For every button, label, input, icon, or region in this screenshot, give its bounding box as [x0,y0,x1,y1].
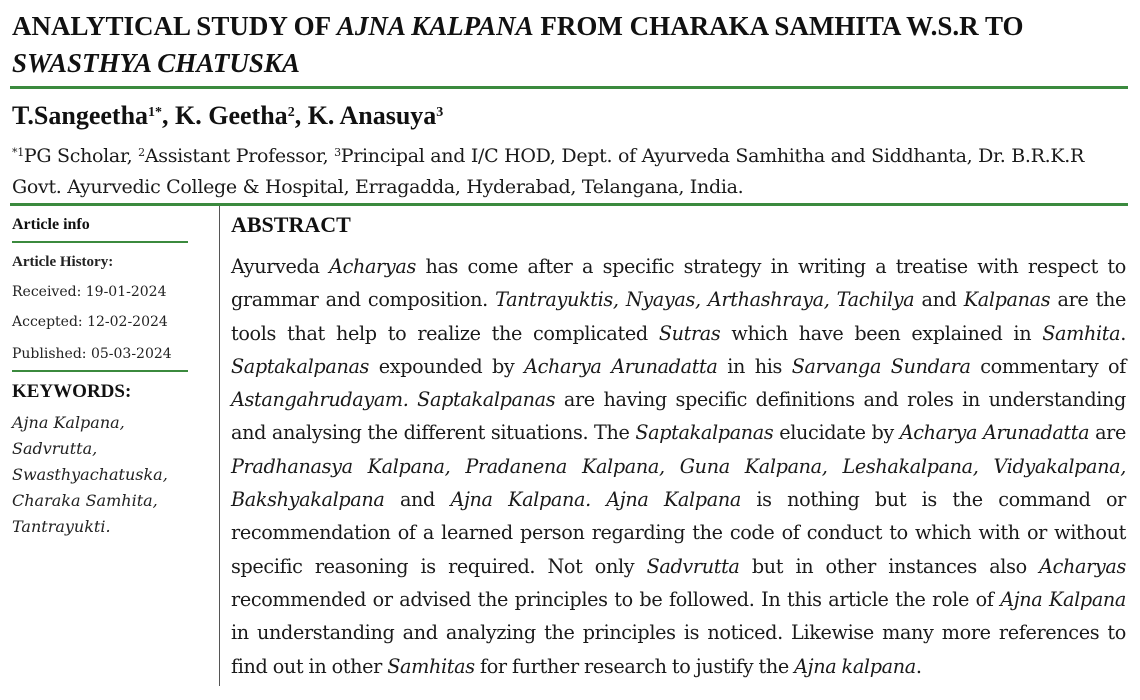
abstract-italic-term: Tantrayuktis, Nyayas, Arthashraya, Tachilya [495,288,915,312]
abstract-italic-term: Acharyas [1039,554,1126,578]
abstract-italic-term: Saptakalpanas [635,421,774,445]
abstract-italic-term: Saptakalpanas [231,354,370,378]
keyword: Sadvrutta, [12,439,98,458]
abstract-text-run: for further research to justify the [474,654,795,678]
abstract-italic-term: Sutras [658,321,721,345]
affiliation-role: Principal and I/C HOD, Dept. of Ayurveda Samhitha and Siddhanta, Dr. B.R.K.R Govt. Ayurvedic College & Hospital, Erragadda, Hyderabad, Telangana, India. [12,145,1085,198]
affiliation-mark: *1 [12,146,24,159]
abstract-italic-term: Samhitas [387,654,475,678]
affiliation-role: PG Scholar, [23,145,139,167]
abstract-text-run: and [914,288,964,312]
affiliation-role: Assistant Professor, [144,145,335,167]
abstract-italic-term: Acharya Arunadatta [899,421,1090,445]
abstract-text-run: commentary of [970,354,1126,378]
affiliation-mark: 2 [138,146,145,159]
author-list [12,97,443,132]
abstract-text-run: are [1089,421,1127,445]
title-part-2: FROM CHARAKA SAMHITA W.S.R TO [533,11,1024,41]
author-separator: , [162,101,176,130]
keyword: Ajna Kalpana, [12,413,125,432]
abstract-text-run: which have been explained in [720,321,1043,345]
published-date: Published: 05-03-2024 [12,346,172,362]
title-italic-1: AJNA KALPANA [336,11,534,41]
abstract-text-run: but in other instances also [739,554,1040,578]
abstract-text [231,250,1126,683]
keyword: Charaka Samhita, [12,491,158,510]
affiliation [12,137,1130,203]
author-name: T.Sangeetha [12,101,149,130]
keyword: Swasthyachatuska, [12,465,168,484]
author-mark: 1* [148,105,163,120]
abstract-italic-term: Sarvanga Sundara [791,354,971,378]
received-date: Received: 19-01-2024 [12,284,167,300]
history-divider [12,370,188,372]
abstract-text-run: has come after a specific strategy in writing a treatise with respect to grammar and composition. [231,255,1126,312]
abstract-text-run: Ayurveda [231,255,330,278]
abstract-italic-term: Kalpanas [963,288,1051,312]
keyword-list [12,410,188,540]
abstract-italic-term: Ajna Kalpana. Ajna Kalpana [450,488,741,512]
abstract-text-run: and [384,488,451,512]
keywords-heading: KEYWORDS: [12,381,132,402]
abstract-italic-term: Ajna kalpana [794,654,916,678]
abstract-text-run: . [1120,321,1126,345]
abstract-text-run: . [915,654,922,678]
article-info-divider [12,241,188,243]
abstract-italic-term: Sadvrutta [646,554,740,578]
author-name: K. Geetha [175,101,288,130]
abstract-text-run: is nothing but is the command or recommendation of a learned person regarding the code of conduct to which with or without specific reasoning is required. Not only [231,488,1126,578]
abstract-italic-term: Ajna Kalpana [1000,587,1127,611]
abstract-italic-term: Acharya Arunadatta [524,354,718,378]
abstract-italic-term: Samhita [1042,321,1121,345]
abstract-text-run: are the tools that help to realize the complicated [231,288,1126,345]
abstract-italic-term: Acharyas [329,255,416,278]
title-part-1: ANALYTICAL STUDY OF [12,11,337,41]
keyword: Tantrayukti. [12,517,111,536]
column-divider [219,206,220,686]
author-mark: 2 [287,105,295,120]
abstract-italic-term: Astangahrudayam. Saptakalpanas [231,388,556,412]
article-info-heading: Article info [12,216,90,233]
abstract-italic-term: Pradhanasya Kalpana, Pradanena Kalpana, Guna Kalpana, Leshakalpana, Vidyakalpana, Bakshyakalpana [231,454,1126,512]
abstract-text-run: are having specific definitions and roles in understanding and analysing the different situations. The [231,388,1126,445]
affiliation-mark: 3 [334,146,341,159]
accepted-date: Accepted: 12-02-2024 [12,314,168,330]
title-divider [10,86,1128,89]
author-name: K. Anasuya [307,101,437,130]
title-italic-2: SWASTHYA CHATUSKA [12,48,300,78]
abstract-text-run: in his [717,354,792,378]
abstract-heading: ABSTRACT [231,212,351,237]
abstract-text-run: in understanding and analyzing the principles is noticed. Likewise many more references to find out in other [231,621,1126,678]
article-info-sidebar [12,206,188,540]
article-history-heading: Article History: [12,254,114,270]
author-separator: , [294,101,308,130]
abstract-text-run: elucidate by [773,421,900,445]
article-title [12,8,1127,82]
author-mark: 3 [436,105,444,120]
abstract-text-run: expounded by [369,354,525,378]
abstract-text-run: recommended or advised the principles to be followed. In this article the role of [231,587,1001,611]
